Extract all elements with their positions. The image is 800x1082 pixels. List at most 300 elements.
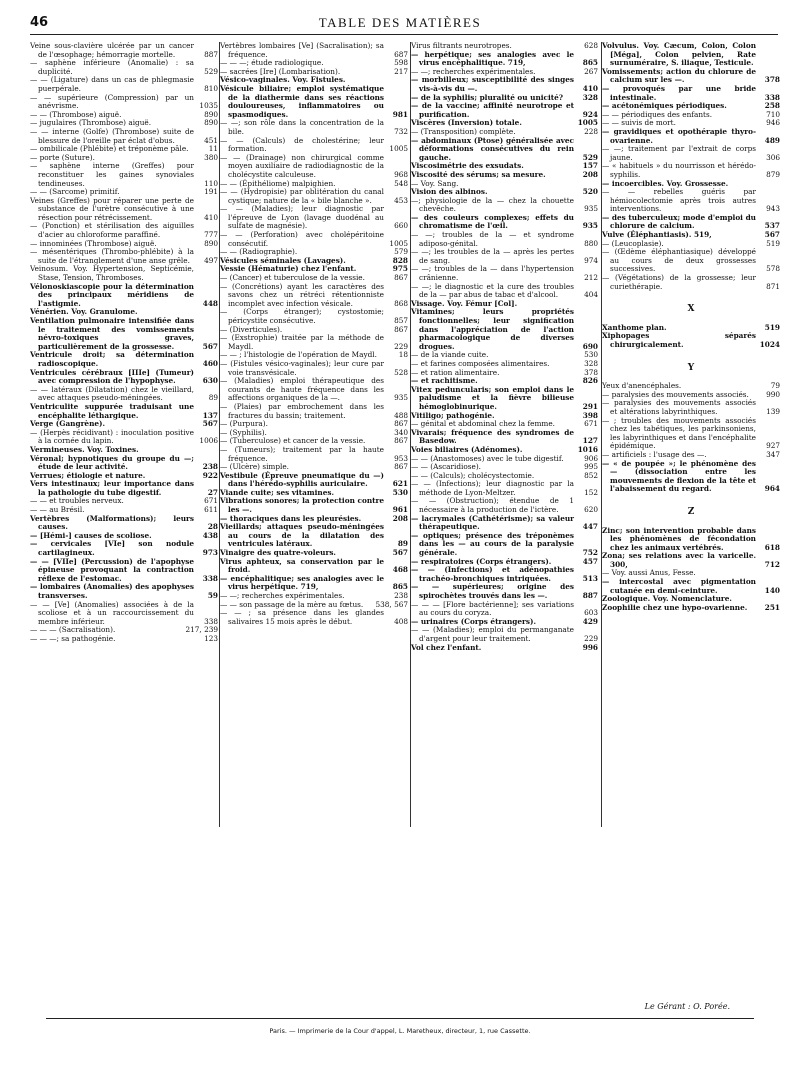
entry-text: — — (Perforation) avec cholépéritoine consécutif. bbox=[220, 230, 384, 248]
entry-page-ref: 712 bbox=[764, 559, 780, 569]
printer-line: Paris. — Imprimerie de la Cour d'appel, L. Maretheux, directeur, 1, rue Cassette. bbox=[269, 1027, 531, 1035]
index-entry bbox=[411, 532, 598, 558]
entry-page-ref: 519 bbox=[764, 322, 780, 332]
entry-text: —; physiologie de la — chez la chouette chevêche. bbox=[411, 195, 574, 214]
entry-text: Vestibule (Épreuve pneumatique du —) dans l'hérédo-syphilis auriculaire. bbox=[220, 470, 384, 489]
entry-page-ref: 79 bbox=[770, 381, 780, 391]
entry-page-ref: 217 bbox=[394, 66, 408, 76]
entry-page-ref: 340 bbox=[394, 427, 408, 437]
entry-text: — « habituels » du nourrisson et hérédo-syphilis. bbox=[602, 161, 756, 179]
entry-page-ref: 447 bbox=[582, 522, 598, 532]
index-entry bbox=[411, 429, 598, 446]
entry-page-ref: 867 bbox=[394, 419, 408, 429]
entry-page-ref: 460 bbox=[202, 358, 218, 368]
entry-page-ref: 867 bbox=[394, 436, 408, 446]
entry-text: Vissage. Voy. Fémur [Col]. bbox=[411, 298, 518, 308]
index-entry bbox=[602, 578, 780, 595]
entry-text: Xiphopages séparés chirurgicalement. bbox=[602, 331, 756, 349]
entry-page-ref: 438 bbox=[202, 530, 218, 540]
entry-text: Vermineuses. Voy. Toxines. bbox=[30, 444, 139, 454]
entry-text: — Voy. Sang. bbox=[411, 178, 459, 188]
entry-text: Vomissements; action du chlorure de calcium sur les —. bbox=[602, 66, 756, 85]
index-entry bbox=[220, 85, 408, 119]
entry-text: Ventricule droit; sa détermination radioscopique. bbox=[30, 350, 194, 368]
index-entry bbox=[411, 644, 598, 653]
index-entry bbox=[411, 601, 598, 618]
entry-text: — [Hémi-] causes de scoliose. bbox=[30, 530, 152, 540]
index-entry bbox=[30, 351, 218, 368]
entry-text: — — supérieures; origine des spirochètes trouvés dans les —. bbox=[411, 582, 574, 600]
index-entry bbox=[30, 369, 218, 386]
entry-page-ref: 529 bbox=[204, 66, 218, 76]
entry-page-ref: 975 bbox=[392, 264, 408, 274]
entry-text: — —; le diagnostic et la cure des troubles de la — par abus de tabac et d'alcool. bbox=[411, 281, 574, 300]
entry-page-ref: 537 bbox=[764, 221, 780, 231]
entry-text: — ; troubles des mouvements associés chez les tabétiques, les parkinsoniens, les labyrinthiques et dans l'encéphalite épidémique. bbox=[602, 415, 756, 451]
entry-page-ref: 328 bbox=[584, 358, 598, 368]
entry-text: — — (Radiographie). bbox=[220, 247, 298, 257]
entry-page-ref: 258 bbox=[764, 101, 780, 111]
entry-text: — —; traitement par l'extrait de corps jaune. bbox=[602, 144, 756, 162]
entry-text: Viscosité des sérums; sa mesure. bbox=[411, 169, 546, 179]
entry-text: Xanthome plan. bbox=[602, 322, 667, 332]
entry-page-ref: 238 bbox=[202, 462, 218, 472]
entry-text: Vitamines; leurs propriétés fonctionnelles; leur signification dans l'appréciation de l'action pharmacologique de diverses drogues. bbox=[411, 307, 574, 351]
index-entry bbox=[220, 205, 408, 231]
index-entry bbox=[602, 460, 780, 494]
entry-text: — (Ulcère) simple. bbox=[220, 462, 289, 472]
page-number: 46 bbox=[30, 15, 49, 30]
index-entry bbox=[220, 523, 408, 549]
entry-page-ref: 671 bbox=[584, 419, 598, 429]
index-entry bbox=[30, 635, 218, 644]
entry-text: — — (Ascaridiose). bbox=[411, 462, 481, 472]
index-entry bbox=[411, 248, 598, 265]
entry-page-ref: 137 bbox=[202, 410, 218, 420]
index-entry bbox=[411, 308, 598, 351]
entry-page-ref: 857 bbox=[394, 316, 408, 325]
header-rule bbox=[30, 34, 778, 35]
footer-rule bbox=[46, 1018, 754, 1019]
entry-page-ref: 519 bbox=[766, 238, 780, 248]
entry-page-ref: 922 bbox=[202, 470, 218, 480]
entry-page-ref: 973 bbox=[202, 548, 218, 558]
index-entry bbox=[602, 162, 780, 179]
entry-page-ref: 981 bbox=[392, 109, 408, 119]
index-entry bbox=[30, 429, 218, 446]
index-entry bbox=[602, 417, 780, 451]
entry-text: Voies biliaires (Adénomes). bbox=[411, 444, 523, 454]
entry-page-ref: 890 bbox=[204, 118, 218, 128]
entry-page-ref: 11 bbox=[208, 144, 218, 154]
entry-page-ref: 338 bbox=[204, 616, 218, 626]
index-entry bbox=[220, 575, 408, 592]
entry-text: — — ; l'histologie de l'opération de Maydl. bbox=[220, 350, 377, 360]
entry-text: — encéphalitique; ses analogies avec le virus herpétique. 719, bbox=[220, 573, 384, 592]
entry-page-ref: 996 bbox=[582, 642, 598, 652]
entry-page-ref: 457 bbox=[582, 556, 598, 566]
entry-text: Viscosimétrie des exsudats. bbox=[411, 161, 524, 171]
entry-page-ref: 660 bbox=[394, 221, 408, 231]
entry-page-ref: 906 bbox=[584, 453, 598, 463]
entry-page-ref: 1005 bbox=[389, 238, 408, 248]
entry-text: Vol chez l'enfant. bbox=[411, 642, 482, 652]
index-entry bbox=[220, 472, 408, 489]
index-entry bbox=[411, 102, 598, 119]
entry-text: — « de poupée »; le phénomène des — (dissociation entre les mouvements de flexion de la tête et l'abaissement du regard. bbox=[602, 458, 756, 494]
entry-page-ref: 732 bbox=[394, 126, 408, 136]
entry-text: Vulve (Éléphantiasis). 519, bbox=[602, 230, 712, 240]
entry-page-ref: 871 bbox=[766, 281, 780, 291]
index-entry bbox=[30, 480, 218, 497]
entry-text: — — (Anastomoses) avec le tube digestif. bbox=[411, 453, 564, 463]
index-entry bbox=[30, 162, 218, 188]
entry-text: — (Tuberculose) et cancer de la vessie. bbox=[220, 436, 366, 446]
entry-text: — acétonémiques périodiques. bbox=[602, 101, 727, 111]
entry-page-ref: 1016 bbox=[577, 444, 598, 454]
entry-text: — saphène inférieure (Anomalie) : sa duplicité. bbox=[30, 58, 194, 76]
entry-page-ref: 451 bbox=[204, 135, 218, 145]
entry-page-ref: 212 bbox=[584, 273, 598, 283]
index-entry bbox=[30, 455, 218, 472]
entry-page-ref: 598 bbox=[394, 58, 408, 68]
entry-text: — — (Maladies); emploi du permanganate d'argent pour leur traitement. bbox=[411, 625, 574, 643]
entry-page-ref: 567 bbox=[764, 230, 780, 240]
entry-page-ref: 828 bbox=[392, 255, 408, 265]
entry-text: — abdominaux (Ptose) généralisée avec déformations consécutives du rein gauche. bbox=[411, 135, 574, 162]
index-entry bbox=[411, 197, 598, 214]
entry-text: — optiques; présence des tréponèmes dans les — au cours de la paralysie générale. bbox=[411, 530, 574, 558]
entry-text: — cervicales [VIe] son nodule cartilagineux. bbox=[30, 539, 194, 558]
entry-page-ref: 710 bbox=[766, 109, 780, 119]
entry-text: Ventriculite suppurée traduisant une encéphalite léthargique. bbox=[30, 401, 194, 420]
entry-page-ref: 410 bbox=[204, 212, 218, 222]
entry-text: — (Diverticules). bbox=[220, 324, 283, 334]
entry-text: Zona; ses relations avec la varicelle. 300, bbox=[602, 551, 756, 569]
entry-text: — (Fistules vésico-vaginales); leur cure par voie transvésicale. bbox=[220, 358, 384, 377]
entry-page-ref: 497 bbox=[204, 255, 218, 265]
index-entry bbox=[602, 188, 780, 214]
entry-text: — lombaires (Anomalies) des apophyses transverses. bbox=[30, 582, 194, 600]
entry-page-ref: 404 bbox=[584, 290, 598, 300]
index-entry bbox=[602, 332, 780, 349]
entry-page-ref: 1005 bbox=[389, 144, 408, 154]
entry-text: — des couleurs complexes; effets du chromatisme de l'œil. bbox=[411, 212, 574, 231]
index-entry bbox=[30, 265, 218, 282]
index-entry bbox=[30, 248, 218, 265]
index-entry bbox=[30, 197, 218, 223]
entry-page-ref: 964 bbox=[764, 484, 780, 494]
entry-text: — — interne (Golfe) (Thrombose) suite de blessure de l'oreille par éclat d'obus. bbox=[30, 126, 194, 145]
entry-page-ref: 567 bbox=[202, 419, 218, 429]
entry-page-ref: 935 bbox=[394, 393, 408, 403]
entry-text: — des tuberculeux; mode d'emploi du chlorure de calcium. bbox=[602, 212, 756, 231]
entry-page-ref: 139 bbox=[766, 406, 780, 416]
entry-text: — — (Infections); leur diagnostic par la méthode de Lyon-Meltzer. bbox=[411, 479, 574, 497]
index-entry bbox=[602, 248, 780, 274]
entry-page-ref: 528 bbox=[394, 367, 408, 377]
entry-text: — — suivis de mort. bbox=[602, 118, 676, 128]
entry-text: — —; troubles de la — dans l'hypertension crânienne. bbox=[411, 264, 574, 283]
entry-text: — — rebelles guéris par hémiocolectomie après trois autres interventions. bbox=[602, 187, 756, 214]
index-entry bbox=[602, 274, 780, 291]
index-entry bbox=[411, 231, 598, 248]
entry-page-ref: 867 bbox=[394, 324, 408, 334]
entry-page-ref: 777 bbox=[204, 230, 218, 240]
entry-text: — porte (Suture). bbox=[30, 152, 95, 162]
entry-text: — respiratoires (Corps étrangers). bbox=[411, 556, 552, 566]
entry-text: Verge (Gangrène). bbox=[30, 419, 106, 429]
entry-page-ref: 110 bbox=[204, 178, 218, 188]
entry-text: Virus aphteux, sa conservation par le froid. bbox=[220, 556, 384, 575]
entry-page-ref: 603 bbox=[584, 608, 598, 618]
entry-text: — intercostal avec pigmentation cutanée en demi-ceinture. bbox=[602, 577, 756, 595]
index-entry bbox=[411, 386, 598, 412]
entry-page-ref: 410 bbox=[582, 83, 598, 93]
index-entry bbox=[220, 42, 408, 59]
entry-page-ref: 927 bbox=[766, 441, 780, 451]
page-title: TABLE DES MATIÈRES bbox=[318, 15, 482, 30]
entry-text: — (Exstrophie) traitée par la méthode de Maydl. bbox=[220, 333, 384, 351]
entry-page-ref: 152 bbox=[584, 487, 598, 497]
entry-text: Vivarais; fréquence des syndromes de Basedow. bbox=[411, 427, 574, 446]
index-column-4 bbox=[602, 42, 780, 827]
entry-page-ref: 89 bbox=[397, 539, 408, 549]
entry-text: Vertèbres lombaires [Ve] (Sacralisation); sa fréquence. bbox=[220, 42, 384, 59]
entry-text: — Voy. aussi Anus, Fesse. bbox=[602, 568, 696, 578]
entry-text: — gravidiques et opothérapie thyro-ovarienne. bbox=[602, 126, 756, 145]
entry-page-ref: 887 bbox=[582, 591, 598, 600]
index-entry bbox=[220, 137, 408, 154]
index-entry bbox=[220, 497, 408, 514]
entry-text: — — —; étude radiologique. bbox=[220, 58, 324, 68]
index-entry bbox=[411, 480, 598, 497]
entry-text: — — — (Sacralisation). bbox=[30, 625, 116, 635]
entry-page-ref: 618 bbox=[764, 542, 780, 552]
index-column-3 bbox=[411, 42, 598, 827]
entry-text: — saphène interne (Greffes) pour reconstituer les gaines synoviales tendineuses. bbox=[30, 161, 194, 188]
entry-page-ref: 453 bbox=[394, 195, 408, 205]
entry-page-ref: 530 bbox=[392, 487, 408, 497]
entry-text: — génital et abdominal chez la femme. bbox=[411, 419, 555, 429]
entry-page-ref: 826 bbox=[582, 376, 598, 386]
entry-text: — — (Calculs); cholécystectomie. bbox=[411, 470, 535, 480]
entry-page-ref: 567 bbox=[392, 548, 408, 558]
entry-page-ref: 579 bbox=[394, 247, 408, 257]
entry-page-ref: 429 bbox=[582, 616, 598, 626]
index-entry bbox=[411, 497, 598, 514]
entry-text: — — (Infections) et adénopathies trachéo-bronchiques intriquées. bbox=[411, 565, 574, 583]
entry-page-ref: 968 bbox=[394, 169, 408, 179]
entry-text: — — (Ligature) dans un cas de phlegmasie puerpérale. bbox=[30, 75, 194, 93]
entry-page-ref: 27 bbox=[207, 487, 218, 497]
entry-text: Vitex peduncularis; son emploi dans le paludisme et la fièvre bilieuse hémoglobinurique. bbox=[411, 384, 574, 411]
entry-page-ref: 879 bbox=[766, 169, 780, 179]
entry-text: — ombilicale (Phlébite) et tréponème pâle. bbox=[30, 144, 189, 154]
entry-page-ref: 217, 239 bbox=[185, 625, 218, 635]
entry-text: — — supérieure (Compression) par un anévrisme. bbox=[30, 92, 194, 111]
entry-page-ref: 251 bbox=[764, 602, 780, 612]
entry-text: — (Plaies) par embrochement dans les fractures du bassin; traitement. bbox=[220, 401, 384, 420]
index-entry bbox=[602, 527, 780, 553]
index-entry bbox=[220, 119, 408, 136]
entry-text: — (Tumeurs); traitement par la haute fréquence. bbox=[220, 444, 384, 463]
entry-page-ref: 291 bbox=[582, 401, 598, 411]
entry-page-ref: 690 bbox=[582, 341, 598, 351]
entry-text: — —; recherches expérimentales. bbox=[411, 66, 536, 76]
section-letter: X bbox=[687, 304, 695, 315]
index-entry bbox=[30, 283, 218, 309]
entry-page-ref: 28 bbox=[207, 522, 218, 532]
index-entry bbox=[220, 360, 408, 377]
entry-text: Vésicule biliaire; emploi systématique de la diathermie dans ses réactions douloureuses, inflammatoires ou spasmodiques. bbox=[220, 83, 384, 119]
index-entry bbox=[30, 317, 218, 351]
entry-page-ref: 238 bbox=[394, 591, 408, 600]
entry-text: Vénérien. Voy. Granulome. bbox=[30, 307, 138, 317]
entry-text: Zoophilie chez une hypo-ovarienne. bbox=[602, 602, 748, 612]
entry-page-ref: 865 bbox=[582, 58, 598, 68]
index-entry bbox=[30, 76, 218, 93]
entry-page-ref: 946 bbox=[766, 118, 780, 128]
entry-text: — provoqués par une bride intestinale. bbox=[602, 83, 756, 102]
entry-page-ref: 548 bbox=[394, 178, 408, 188]
index-entry bbox=[30, 386, 218, 403]
entry-page-ref: 229 bbox=[394, 341, 408, 351]
entry-text: Verrues; étiologie et nature. bbox=[30, 470, 146, 480]
index-entry bbox=[30, 558, 218, 584]
index-entry bbox=[602, 145, 780, 162]
entry-text: Vitiligo; pathogénie. bbox=[411, 410, 495, 420]
section-letter: Y bbox=[687, 362, 695, 373]
entry-page-ref: 538, 567 bbox=[375, 599, 408, 609]
entry-text: Volvulus. Voy. Cæcum, Colon, Colon [Méga], Colon pelvien, Rate surnuméraire, S. iliaque, Testicule. bbox=[602, 42, 756, 68]
index-entry bbox=[411, 583, 598, 600]
entry-text: — (Œdème éléphantiasique) développé au cours de deux grossesses successives. bbox=[602, 247, 756, 274]
entry-page-ref: 961 bbox=[392, 505, 408, 515]
entry-text: Vésicules séminales (Lavages). bbox=[220, 255, 346, 265]
entry-text: Ventilation pulmonaire intensifiée dans le traitement des vomissements névro-toxiques graves, particulièrement de la grossesse. bbox=[30, 316, 194, 351]
entry-text: — — (Drainage) non chirurgical comme moyen auxiliaire de radiodiagnostic de la cholécystite calculeuse. bbox=[220, 152, 384, 179]
entry-text: — urinaires (Corps étrangers). bbox=[411, 616, 537, 626]
entry-page-ref: 488 bbox=[394, 410, 408, 420]
entry-text: — (Transposition) complète. bbox=[411, 126, 516, 136]
entry-page-ref: 630 bbox=[202, 376, 218, 386]
entry-text: Virus filtrants neurotropes. bbox=[411, 42, 512, 50]
entry-page-ref: 378 bbox=[584, 367, 598, 377]
index-entry bbox=[220, 609, 408, 626]
entry-text: — — et troubles nerveux. bbox=[30, 496, 124, 506]
entry-page-ref: 489 bbox=[764, 135, 780, 145]
entry-text: — — [Ve] (Anomalies) associées à de la scoliose et à un raccourcissement du membre inférieur. bbox=[30, 599, 194, 626]
entry-page-ref: 127 bbox=[582, 436, 598, 446]
entry-page-ref: 887 bbox=[204, 49, 218, 59]
entry-page-ref: 157 bbox=[582, 161, 598, 171]
entry-text: — — latéraux (Dilatation) chez le vieillard, avec attaques pseudo-méningées. bbox=[30, 384, 194, 403]
entry-text: — — (Thrombose) aiguë. bbox=[30, 109, 122, 119]
entry-text: — —; les troubles de la — après les pertes de sang. bbox=[411, 247, 574, 265]
entry-text: Vélonoskiascopie pour la détermination des principaux méridiens de l'astigmie. bbox=[30, 281, 194, 308]
entry-text: — de la viande cuite. bbox=[411, 350, 489, 360]
index-entry bbox=[220, 377, 408, 403]
entry-page-ref: 229 bbox=[584, 633, 598, 643]
entry-text: — (Maladies) emploi thérapeutique des courants de haute fréquence dans les affections organiques de la —. bbox=[220, 376, 384, 403]
entry-text: — — [VIIe] (Percussion) de l'apophyse épineuse provoquant la contraction réflexe de l'estomac. bbox=[30, 556, 194, 583]
entry-text: — — — [Flore bactérienne]; ses variations au cours du coryza. bbox=[411, 599, 574, 618]
entry-page-ref: 567 bbox=[202, 341, 218, 351]
entry-page-ref: 338 bbox=[202, 573, 218, 583]
entry-page-ref: 380 bbox=[204, 152, 218, 162]
entry-page-ref: 228 bbox=[584, 126, 598, 136]
entry-page-ref: 628 bbox=[584, 42, 598, 50]
entry-text: Vibrations sonores; la protection contre les —. bbox=[220, 496, 384, 515]
entry-page-ref: 890 bbox=[204, 109, 218, 119]
entry-page-ref: 890 bbox=[204, 238, 218, 248]
entry-text: — (Leucoplasie). bbox=[602, 238, 664, 248]
entry-text: — (Concrétions) ayant les caractères des savons chez un rétréci rétentionniste incomplet avec infection vésicale. bbox=[220, 281, 384, 308]
entry-text: — herpétique; ses analogies avec le virus encéphalitique. 719, bbox=[411, 49, 574, 68]
entry-text: — (Ponction) et stérilisation des aiguilles d'acier au chloroforme paraffiné. bbox=[30, 221, 194, 240]
entry-page-ref: 621 bbox=[392, 479, 408, 489]
index-entry bbox=[602, 68, 780, 85]
entry-page-ref: 530 bbox=[584, 350, 598, 360]
index-entry bbox=[602, 604, 780, 613]
index-entry bbox=[411, 566, 598, 583]
entry-page-ref: 529 bbox=[582, 152, 598, 162]
index-entry bbox=[411, 76, 598, 93]
entry-text: — et rachitisme. bbox=[411, 376, 478, 386]
index-column-2 bbox=[220, 42, 408, 827]
entry-page-ref: 398 bbox=[582, 410, 598, 420]
entry-page-ref: 1005 bbox=[577, 118, 598, 128]
entry-page-ref: 995 bbox=[584, 462, 598, 472]
entry-page-ref: 208 bbox=[392, 513, 408, 523]
entry-text: Vésico-vaginales. Voy. Fistules. bbox=[220, 75, 346, 85]
index-entry bbox=[602, 85, 780, 102]
entry-text: — —; son rôle dans la concentration de la bile. bbox=[220, 118, 384, 136]
entry-text: — mésentériques (Thrombo-phlébite) à la suite de l'étranglement d'une anse grêle. bbox=[30, 247, 194, 265]
entry-text: Vision des albinos. bbox=[411, 187, 488, 197]
entry-text: Yeux d'anencéphales. bbox=[602, 381, 682, 391]
index-entry bbox=[411, 137, 598, 163]
entry-page-ref: 868 bbox=[394, 298, 408, 308]
index-entry bbox=[411, 214, 598, 231]
entry-page-ref: 328 bbox=[582, 92, 598, 102]
index-entry bbox=[411, 283, 598, 300]
entry-text: Veine sous-clavière ulcérée par un cancer de l'œsophage; hémorragie mortelle. bbox=[30, 42, 194, 59]
entry-text: Zoologique. Voy. Nomenclature. bbox=[602, 594, 732, 604]
entry-text: — de la syphilis; pluralité ou unicité? bbox=[411, 92, 564, 102]
index-entry bbox=[30, 583, 218, 600]
index-entry bbox=[220, 558, 408, 575]
entry-text: — lacrymales (Cathétérisme); sa valeur thérapeutique. bbox=[411, 513, 574, 532]
entry-text: — paralysies des mouvements associés et altérations labyrinthiques. bbox=[602, 398, 756, 416]
entry-text: — — (Obstruction); étendue de 1 nécessaire à la production de l'ictère. bbox=[411, 496, 574, 515]
entry-page-ref: 865 bbox=[392, 582, 408, 592]
entry-page-ref: 338 bbox=[764, 92, 780, 102]
entry-page-ref: 620 bbox=[584, 505, 598, 515]
entry-page-ref: 935 bbox=[582, 221, 598, 231]
entry-page-ref: 408 bbox=[394, 616, 408, 626]
index-entry bbox=[602, 42, 780, 68]
index-entry bbox=[220, 308, 408, 325]
index-entry bbox=[30, 515, 218, 532]
entry-page-ref: 59 bbox=[207, 591, 218, 600]
entry-page-ref: 468 bbox=[392, 565, 408, 575]
entry-text: — — son passage de la mère au fœtus. bbox=[220, 599, 364, 609]
entry-text: — innominées (Thrombose) aiguë. bbox=[30, 238, 157, 248]
entry-text: Vessie (Hématurie) chez l'enfant. bbox=[220, 264, 357, 274]
entry-text: — jugulaires (Thrombose) aiguë. bbox=[30, 118, 152, 128]
